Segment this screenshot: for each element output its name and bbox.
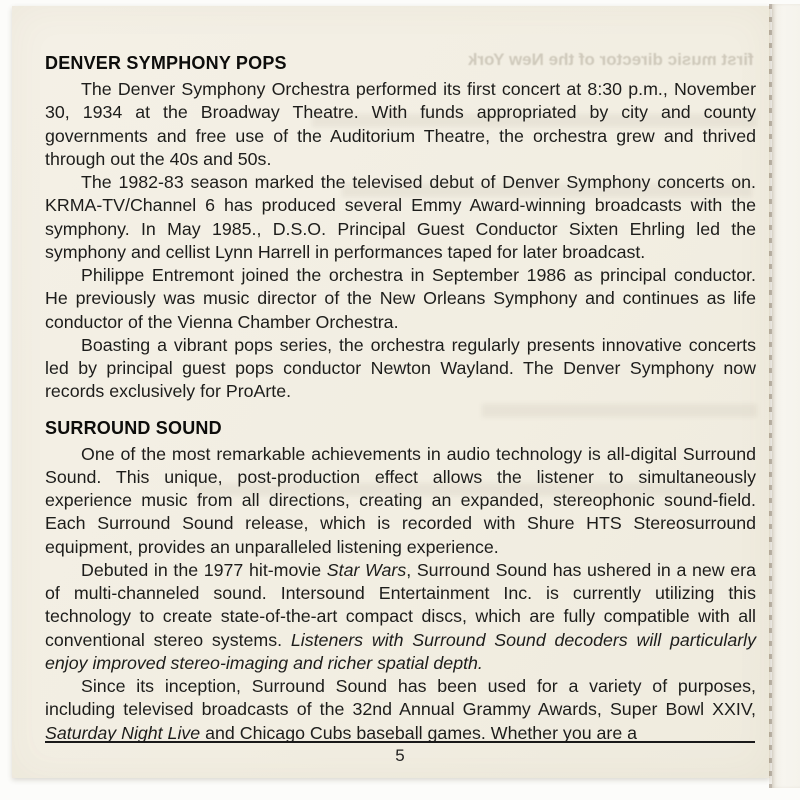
paragraph-text: The 1982-83 season marked the televised debut of Denver Symphony concerts on. KRMA-TV/Channel 6 has produced several Emmy Award-winning broadcasts with the symphony. In May 1985., D.S.O. Principal Guest Conductor Sixten Ehrling led the symphony and cellist Lynn Harrell in performances taped for later broadcast. (45, 172, 756, 262)
paragraph (45, 171, 756, 264)
paragraph-text: , Surround Sound has ushered in a new era of multi-channeled sound. Intersound Entertainment Inc. is currently utilizing this technology to create state-of-the-art compact discs, which are fully compatible with all conventional stereo systems. (45, 559, 756, 650)
italic-title-saturday-night-live: Saturday Night Live (45, 722, 201, 743)
page-number: 5 (395, 746, 405, 765)
section-heading-surround-sound: SURROUND SOUND (45, 417, 222, 438)
paragraph (45, 559, 756, 675)
paragraph-text: Philippe Entremont joined the orchestra in September 1986 as principal conductor. He previously was music director of the New Orleans Symphony and continues as life conductor of the Vienna Chamber Orchestra. (45, 265, 756, 332)
paragraph-text: One of the most remarkable achievements in audio technology is all-digital Surround Sound. This unique, post-production effect allows the listener to simultaneously experience music from all directions, creating an expanded, stereophonic sound-field. Each Surround Sound release, which is recorded with Shure HTS Stereosurround equipment, provides an unparalleled listening experience. (45, 443, 756, 557)
paragraph-text: and Chicago Cubs baseball games. Whether you are a (200, 722, 638, 743)
page-edge-strip (772, 4, 800, 788)
page-footer (45, 741, 755, 770)
paragraph-text: Debuted in the 1977 hit-movie (81, 559, 327, 580)
booklet-page (12, 6, 770, 778)
page-content (45, 52, 756, 745)
italic-emphasis-sentence: Listeners with Surround Sound decoders will particularly enjoy improved stereo-imaging and richer spatial depth. (45, 629, 756, 673)
italic-title-star-wars: Star Wars (326, 559, 407, 580)
paragraph (45, 443, 756, 559)
paragraph (45, 264, 756, 334)
section-heading-denver-symphony-pops: DENVER SYMPHONY POPS (45, 53, 287, 73)
show-through-text: first music director of the New York (468, 50, 754, 69)
paragraph-text: The Denver Symphony Orchestra performed its first concert at 8:30 p.m., November 30, 1934 at the Broadway Theatre. With funds appropriated by city and county governments and free use of the Auditorium Theatre, the orchestra grew and thrived through out the 40s and 50s. (45, 79, 756, 169)
paragraph (45, 675, 756, 745)
paragraph (45, 78, 756, 171)
paragraph-text: Boasting a vibrant pops series, the orchestra regularly presents innovative concerts led by principal guest pops conductor Newton Wayland. The Denver Symphony now records exclusively for ProArte. (45, 334, 756, 402)
paragraph (45, 334, 756, 404)
paragraph-text: Since its inception, Surround Sound has been used for a variety of purposes, including televised broadcasts of the 32nd Annual Grammy Awards, Super Bowl XXIV, (45, 676, 756, 720)
